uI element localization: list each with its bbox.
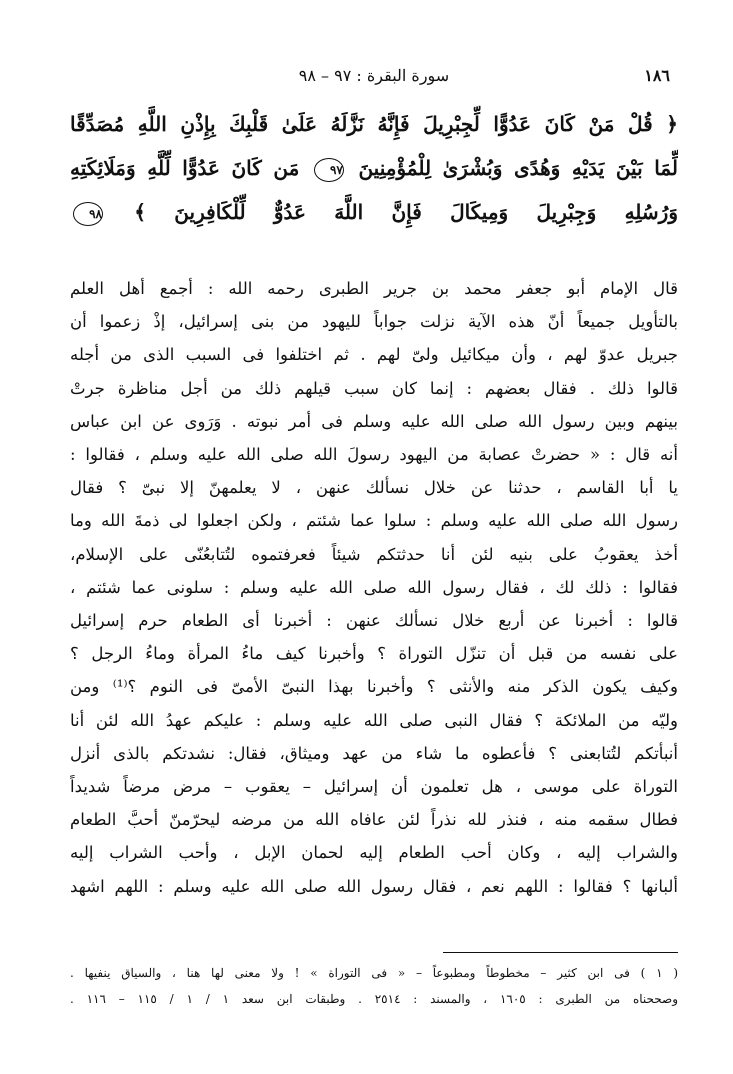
quran-line — [70, 190, 678, 234]
commentary-line: قالوا ذلك . فقال بعضهم : إنما كان سبب قيلهم ذلك من أجل مناظرة جرتْ — [70, 378, 678, 398]
commentary-line: على نفسه من قبل أن تنزّل التوراة ؟ وأخبرنا كيف ماءُ المرأة وماءُ الرجل ؟ — [70, 644, 678, 664]
running-title: سورة البقرة : ٩٧ – ٩٨ — [298, 66, 450, 85]
book-page — [70, 62, 678, 1052]
commentary-line: قال الإمام أبو جعفر محمد بن جرير الطبرى رحمه الله : أجمع أهل العلم — [70, 279, 678, 298]
commentary-line: أخذ يعقوبُ على بنيه لئن أنا حدثتكم شيئاً فعرفتموه لتُتابعُنّى على الإسلام، — [70, 544, 678, 564]
footnote-line: ( ١ ) فى ابن كثير – مخطوطاً ومطبوعاً – « فى التوراة » ! ولا معنى لها هنا ، والسياق ينفيها . — [70, 966, 678, 980]
commentary-line: والشراب إليه ، وكان أحب الطعام إليه لحمان الإبل ، وأحب الشراب إليه — [70, 843, 678, 863]
commentary-line: وليّه من الملائكة ؟ فقال النبى صلى الله عليه وسلم : عليكم عهدُ الله لئن أنا — [70, 710, 678, 730]
footnote-divider — [443, 952, 678, 953]
commentary-line: التوراة على موسى ، هل تعلمون أن إسرائيل – يعقوب – مرض مرضاً شديداً — [70, 777, 678, 797]
commentary-line: جبريل عدوّ لهم ، وأن ميكائيل ولىّ لهم . ثم اختلفوا فى السبب الذى من أجله — [70, 345, 678, 365]
quran-line — [70, 146, 678, 190]
commentary-text — [70, 272, 678, 903]
commentary-line: قالوا : أخبرنا عن أربع خلال نسألك عنهن : أخبرنا أى الطعام حرم إسرائيل — [70, 611, 678, 631]
page-number: ١٨٦ — [644, 66, 670, 85]
quran-line-text: وَرُسُلِهِ وَجِبْرِيلَ وَمِيكَالَ فَإِنَّ اللَّهَ عَدُوٌّ لِّلْكَافِرِينَ ﴾ — [134, 200, 678, 224]
footnote-line: وصححناه من الطبرى : ١٦٠٥ ، والمسند : ٢٥١٤ . وطبقات ابن سعد ١ / ١ / ١١٥ – ١١٦ . — [70, 992, 678, 1006]
commentary-line: بينهم وبين رسول الله صلى الله عليه وسلم فى أمر نبوته . وَرَوى عن ابن عباس — [70, 411, 678, 431]
quran-line: ﴿ قُلْ مَنْ كَانَ عَدُوًّا لِّجِبْرِيلَ فَإِنَّهُ نَزَّلَهُ عَلَىٰ قَلْبِكَ بِإِذْنِ اللَّهِ مُصَدِّقًا — [70, 112, 678, 136]
quran-verses — [70, 102, 678, 234]
quran-line-continuation: مَن كَانَ عَدُوًّا لِّلَّهِ وَمَلَائِكَتِهِ — [70, 156, 300, 180]
quran-line-text: لِّمَا بَيْنَ يَدَيْهِ وَهُدًى وَبُشْرَىٰ لِلْمُؤْمِنِينَ — [358, 156, 678, 180]
commentary-line: يا أبا القاسم ، حدثنا عن خلال نسألك عنهن ، لا يعلمهنّ إلا نبىّ ؟ فقال — [70, 478, 678, 498]
commentary-line: فقالوا : ذلك لك ، فقال رسول الله صلى الله عليه وسلم : سلونى عما شئتم ، — [70, 577, 678, 597]
footnotes — [70, 960, 678, 1012]
commentary-line: فطال سقمه منه ، فنذر لله نذراً لئن عافاه الله من مرضه ليحرّمنّ أحبَّ الطعام — [70, 810, 678, 830]
page-header — [70, 62, 678, 90]
commentary-line: أنبأتكم لتُتابعنى ؟ فأعطوه ما شاء من عهد وميثاق، فقال: نشدتكم بالذى أنزل — [70, 743, 678, 763]
commentary-line: رسول الله صلى الله عليه وسلم : سلوا عما شئتم ، ولكن اجعلوا لى ذمةَ الله وما — [70, 511, 678, 531]
commentary-line: أنه قال : « حضرتْ عصابة من اليهود رسولَ الله صلى الله عليه وسلم ، فقالوا : — [70, 445, 678, 465]
commentary-line: وكيف يكون الذكر منه والأنثى ؟ وأخبرنا بهذا النبىّ الأمىّ فى النوم ؟⁽¹⁾ ومن — [70, 677, 678, 697]
ayah-number-marker: ٩٨ — [73, 202, 103, 226]
commentary-line: بالتأويل جميعاً أنّ هذه الآية نزلت جواباً لليهود من بنى إسرائيل، إذْ زعموا أن — [70, 312, 678, 332]
commentary-line: ألبانها ؟ فقالوا : اللهم نعم ، فقال رسول الله صلى الله عليه وسلم : اللهم اشهد — [70, 876, 678, 896]
ayah-number-marker: ٩٧ — [314, 158, 344, 182]
